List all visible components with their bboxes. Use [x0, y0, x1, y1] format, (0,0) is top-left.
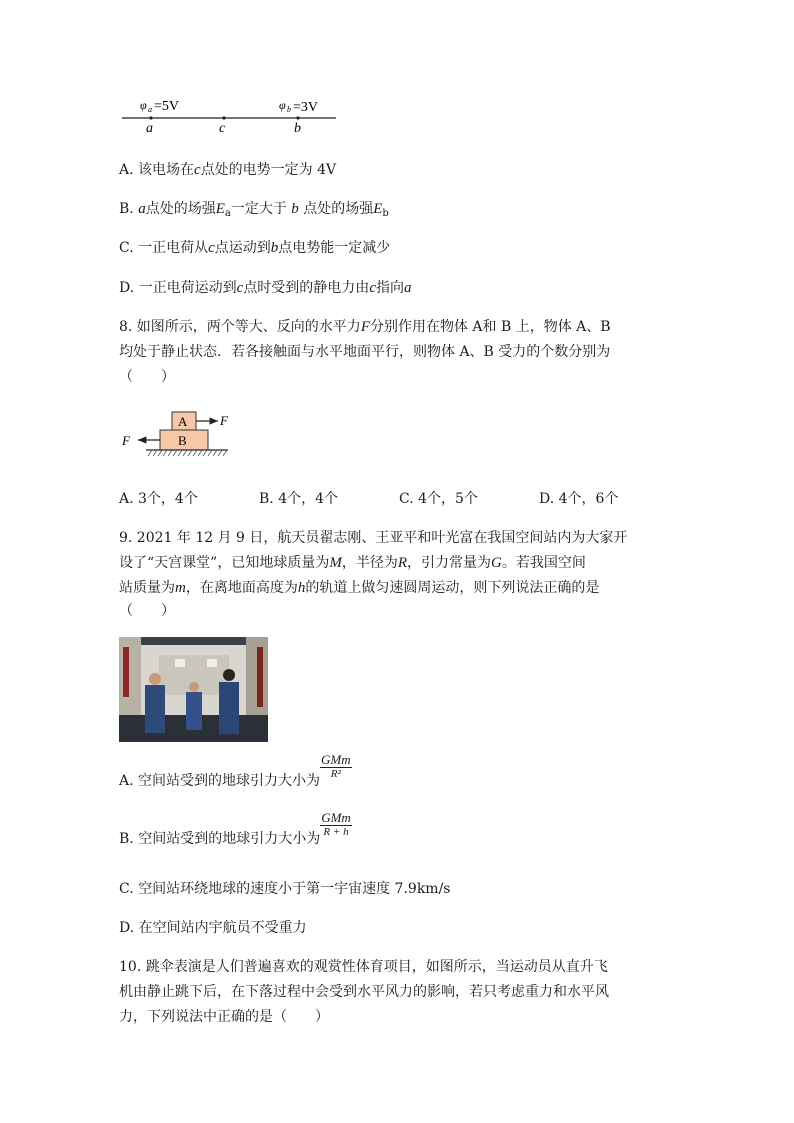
- q7-option-c: C. 一正电荷从c点运动到b点电势能一定减少: [119, 240, 391, 256]
- q8-options: [119, 489, 618, 509]
- point-b: [296, 116, 299, 119]
- q10-stem-line-2: 机由静止跳下后，在下落过程中会受到水平风力的影响，若只考虑重力和水平风: [119, 984, 609, 1000]
- q8-stem-line-3: （ ）: [119, 369, 175, 385]
- q8-option-b: B. 4个，4个: [259, 491, 339, 507]
- point-a: [149, 116, 152, 119]
- label-b: b: [294, 121, 301, 136]
- phi-b-subscript: b: [287, 105, 291, 114]
- fraction-gmm-over-r-plus-h: $\frac{\text{GMm}}{R + h}$: [321, 810, 351, 838]
- q9-stem-line-3: 站质量为m，在离地面高度为h的轨道上做匀速圆周运动，则下列说法正确的是: [119, 580, 600, 596]
- block-b-label: B: [178, 433, 187, 448]
- point-c: [222, 116, 225, 119]
- phi-a-symbol: φ: [140, 98, 147, 112]
- q7-option-d: D. 一正电荷运动到c点时受到的静电力由c指向a: [119, 280, 412, 296]
- space-station-photo: [119, 637, 268, 742]
- q9-option-d: D. 在空间站内宇航员不受重力: [119, 920, 307, 936]
- q10-stem-line-3: 力，下列说法中正确的是（ ）: [119, 1009, 329, 1025]
- q7-option-b: B. a点处的场强$E_a$一定大于 b 点处的场强$E_b$: [119, 201, 389, 219]
- potential-line-figure: [118, 92, 340, 136]
- phi-a-subscript: a: [148, 105, 152, 114]
- label-a: a: [146, 121, 153, 136]
- block-a-label: A: [178, 414, 188, 429]
- q10-stem-line-1: 10. 跳伞表演是人们普遍喜欢的观赏性体育项目，如图所示，当运动员从直升飞: [119, 959, 608, 975]
- force-left-label: F: [122, 433, 130, 448]
- q9-option-a: A. 空间站受到的地球引力大小为 $\frac{\text{GMm}}{\text{R²}}$: [119, 752, 351, 789]
- q8-option-c: C. 4个，5个: [399, 491, 478, 507]
- q9-option-c: C. 空间站环绕地球的速度小于第一宇宙速度 7.9km/s: [119, 881, 451, 897]
- fraction-gmm-over-r2: $\frac{\text{GMm}}{\text{R²}}$: [321, 752, 351, 780]
- q9-option-b: B. 空间站受到的地球引力大小为 $\frac{\text{GMm}}{R + h}$: [119, 810, 351, 847]
- q7-option-a: A. 该电场在c点处的电势一定为 4V: [119, 162, 337, 178]
- q8-stem-line-1: 8. 如图所示，两个等大、反向的水平力F分别作用在物体 A和 B 上，物体 A、B: [119, 319, 611, 335]
- force-right-label: F: [220, 413, 228, 428]
- q8-stem-line-2: 均处于静止状态．若各接触面与水平地面平行，则物体 A、B 受力的个数分别为: [119, 344, 611, 360]
- phi-a-value: =5V: [154, 99, 180, 114]
- q9-stem-line-4: （ ）: [119, 603, 175, 619]
- q8-option-a: A. 3个，4个: [119, 491, 198, 507]
- label-c: c: [219, 121, 226, 136]
- phi-b-value: =3V: [293, 100, 319, 115]
- q9-stem-line-2: 设了“天宫课堂”，已知地球质量为M，半径为R，引力常量为G。若我国空间: [119, 555, 586, 571]
- blocks-figure: [118, 408, 238, 464]
- q8-option-d: D. 4个，6个: [539, 491, 619, 507]
- ground-hatch: [148, 450, 227, 456]
- q9-stem-line-1: 9. 2021 年 12 月 9 日，航天员翟志刚、王亚平和叶光富在我国空间站内为大家开: [119, 530, 628, 546]
- phi-b-symbol: φ: [279, 98, 286, 112]
